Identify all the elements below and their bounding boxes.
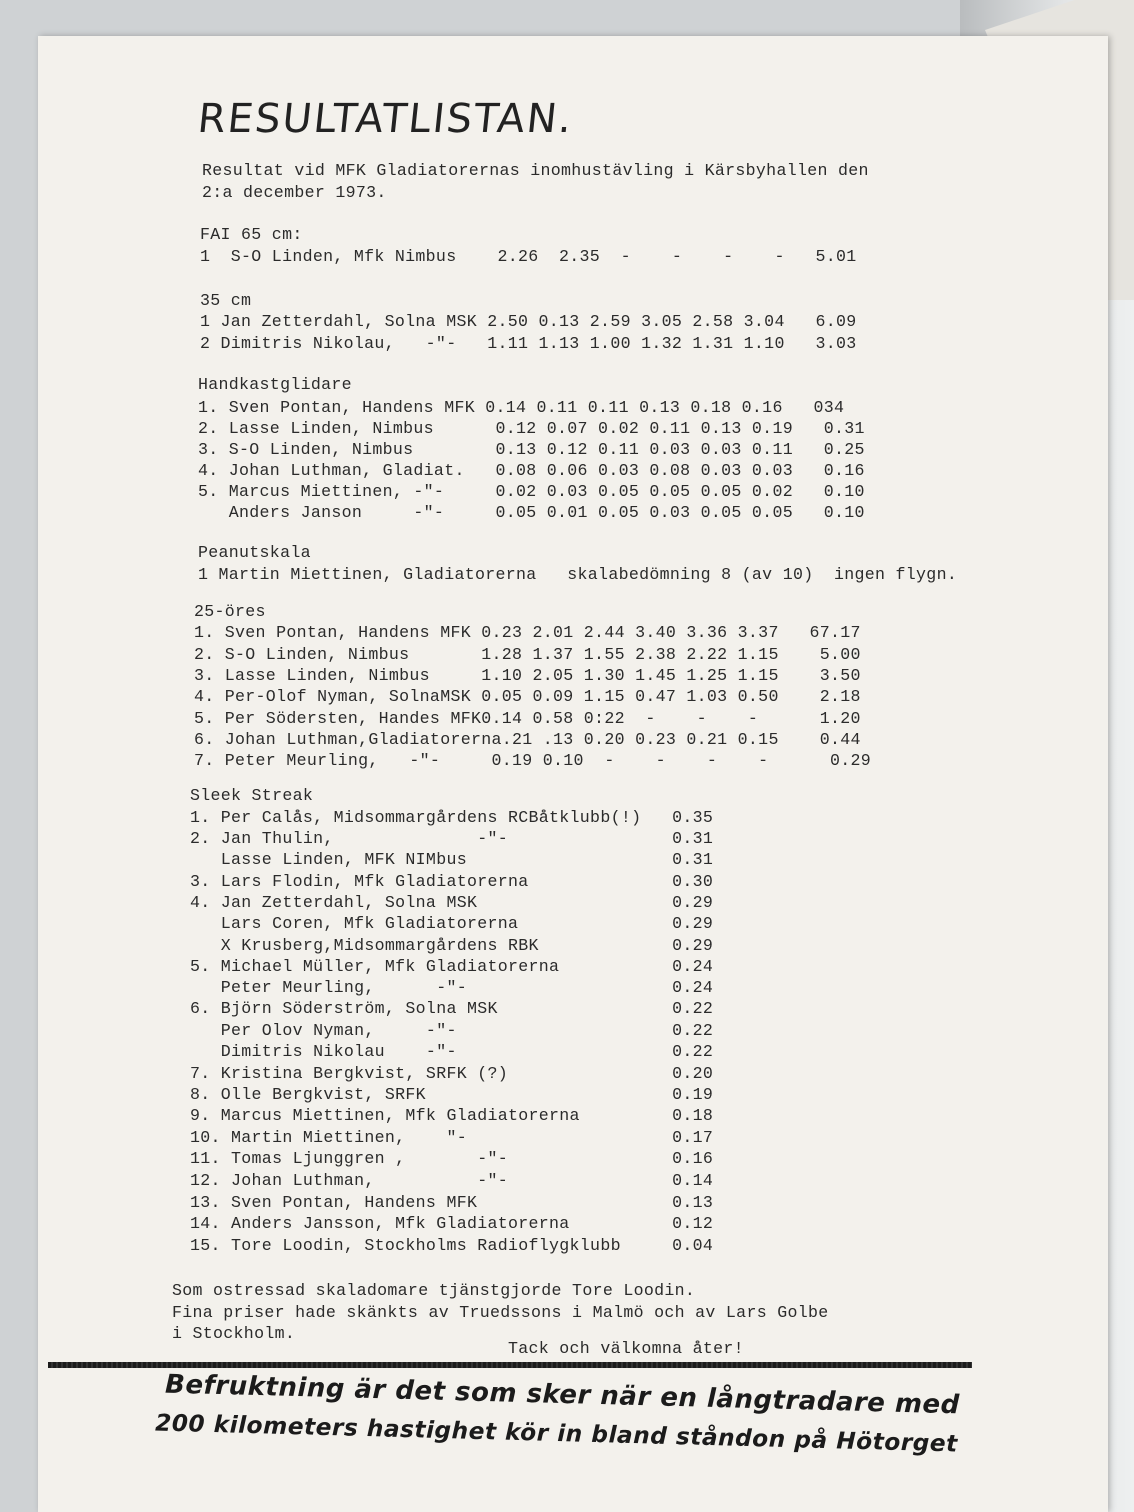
result-row: Peter Meurling, -"- 0.24 (190, 978, 714, 997)
section-heading: Handkastglidare (198, 375, 352, 394)
result-row: 1. Sven Pontan, Handens MFK 0.23 2.01 2.44 3.40 3.36 3.37 67.17 (194, 623, 861, 642)
result-row: 15. Tore Loodin, Stockholms Radioflygklubb 0.04 (190, 1236, 714, 1255)
result-row: 4. Per-Olof Nyman, SolnaMSK 0.05 0.09 1.15 0.47 1.03 0.50 2.18 (194, 687, 861, 706)
result-row: 1 Jan Zetterdahl, Solna MSK 2.50 0.13 2.59 3.05 2.58 3.04 6.09 (200, 312, 857, 331)
intro-line: 2:a december 1973. (202, 183, 387, 202)
result-row: Lasse Linden, MFK NIMbus 0.31 (190, 850, 714, 869)
result-row: 4. Johan Luthman, Gladiat. 0.08 0.06 0.03 0.08 0.03 0.03 0.16 (198, 461, 865, 480)
section-heading: 35 cm (200, 291, 252, 310)
divider-rule (48, 1362, 972, 1368)
result-row: 3. Lars Flodin, Mfk Gladiatorerna 0.30 (190, 872, 714, 891)
result-row: 14. Anders Jansson, Mfk Gladiatorerna 0.12 (190, 1214, 714, 1233)
intro-line: Resultat vid MFK Gladiatorernas inomhustävling i Kärsbyhallen den (202, 161, 869, 180)
result-row: 1. Per Calås, Midsommargårdens RCBåtklubb(!) 0.35 (190, 808, 714, 827)
result-row: 5. Per Södersten, Handes MFK0.14 0.58 0:22 - - - 1.20 (194, 709, 861, 728)
result-row: 12. Johan Luthman, -"- 0.14 (190, 1171, 714, 1190)
result-row: 9. Marcus Miettinen, Mfk Gladiatorerna 0.18 (190, 1106, 714, 1125)
closing-line: i Stockholm. (172, 1324, 296, 1343)
section-heading: FAI 65 cm: (200, 225, 303, 244)
handwritten-note-line: Befruktning är det som sker när en långtradare med (164, 1369, 961, 1421)
result-row: 2. Lasse Linden, Nimbus 0.12 0.07 0.02 0.11 0.13 0.19 0.31 (198, 419, 865, 438)
section-heading: Sleek Streak (190, 786, 314, 805)
result-row: 5. Michael Müller, Mfk Gladiatorerna 0.24 (190, 957, 714, 976)
result-row: 10. Martin Miettinen, "- 0.17 (190, 1128, 714, 1147)
result-row: 2. S-O Linden, Nimbus 1.28 1.37 1.55 2.38 2.22 1.15 5.00 (194, 645, 861, 664)
result-row: X Krusberg,Midsommargårdens RBK 0.29 (190, 936, 714, 955)
result-row: 1 Martin Miettinen, Gladiatorerna skalabedömning 8 (av 10) ingen flygn. (198, 565, 958, 584)
result-row: 3. S-O Linden, Nimbus 0.13 0.12 0.11 0.03 0.03 0.11 0.25 (198, 440, 865, 459)
result-row: 11. Tomas Ljunggren , -"- 0.16 (190, 1149, 714, 1168)
result-row: Dimitris Nikolau -"- 0.22 (190, 1042, 714, 1061)
result-row: 1 S-O Linden, Mfk Nimbus 2.26 2.35 - - - - 5.01 (200, 247, 857, 266)
result-row: 8. Olle Bergkvist, SRFK 0.19 (190, 1085, 714, 1104)
result-row: 7. Peter Meurling, -"- 0.19 0.10 - - - - 0.29 (194, 751, 872, 770)
result-row: 6. Björn Söderström, Solna MSK 0.22 (190, 999, 714, 1018)
closing-line: Som ostressad skaladomare tjänstgjorde Tore Loodin. (172, 1281, 696, 1300)
result-row: 1. Sven Pontan, Handens MFK 0.14 0.11 0.11 0.13 0.18 0.16 034 (198, 398, 845, 417)
result-row: 2. Jan Thulin, -"- 0.31 (190, 829, 714, 848)
result-row: Per Olov Nyman, -"- 0.22 (190, 1021, 714, 1040)
result-row: 6. Johan Luthman,Gladiatorerna.21 .13 0.20 0.23 0.21 0.15 0.44 (194, 730, 861, 749)
handwritten-note-line: 200 kilometers hastighet kör in bland ståndon på Hötorget (154, 1409, 959, 1458)
result-row: 7. Kristina Bergkvist, SRFK (?) 0.20 (190, 1064, 714, 1083)
result-row: Anders Janson -"- 0.05 0.01 0.05 0.03 0.05 0.05 0.10 (198, 503, 865, 522)
section-heading: 25-öres (194, 602, 266, 621)
result-row: 5. Marcus Miettinen, -"- 0.02 0.03 0.05 0.05 0.05 0.02 0.10 (198, 482, 865, 501)
closing-greeting: Tack och välkomna åter! (508, 1339, 744, 1358)
result-row: 13. Sven Pontan, Handens MFK 0.13 (190, 1193, 714, 1212)
result-row: 2 Dimitris Nikolau, -"- 1.11 1.13 1.00 1.32 1.31 1.10 3.03 (200, 334, 857, 353)
page-title: RESULTATLISTAN. (195, 96, 576, 142)
closing-line: Fina priser hade skänkts av Truedssons i Malmö och av Lars Golbe (172, 1303, 829, 1322)
result-row: 3. Lasse Linden, Nimbus 1.10 2.05 1.30 1.45 1.25 1.15 3.50 (194, 666, 861, 685)
section-heading: Peanutskala (198, 543, 311, 562)
result-row: 4. Jan Zetterdahl, Solna MSK 0.29 (190, 893, 714, 912)
result-row: Lars Coren, Mfk Gladiatorerna 0.29 (190, 914, 714, 933)
